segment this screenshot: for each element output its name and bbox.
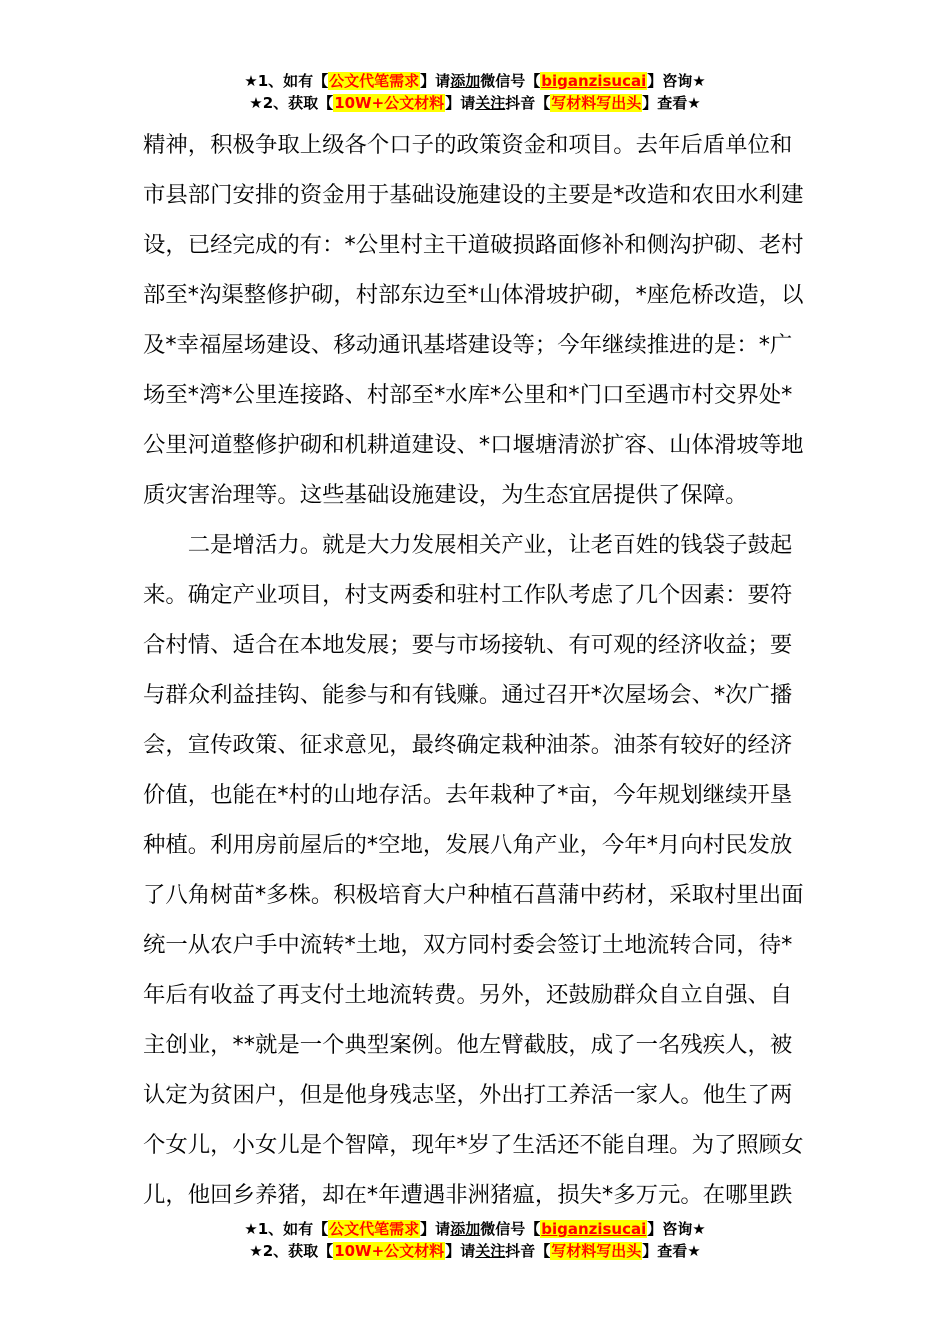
text-line: 了八角树苗*多株。积极培育大户种植石菖蒲中药材，采取村里出面 <box>143 882 804 908</box>
text-line: 年后有收益了再支付土地流转费。另外，还鼓励群众自立自强、自 <box>143 982 793 1008</box>
banner-text: 】请 <box>445 1242 476 1260</box>
document-body <box>143 120 813 1220</box>
banner-text: 】查看★ <box>642 94 701 112</box>
footer-banner <box>0 1218 950 1262</box>
header-banner <box>0 70 950 114</box>
douyin-account: 写材料写出头 <box>551 1242 642 1260</box>
banner-text: 】请 <box>420 1220 451 1238</box>
banner-text: ★1、如有【 <box>244 72 329 90</box>
text-line: 会，宣传政策、征求意见，最终确定栽种油茶。油茶有较好的经济 <box>143 732 793 758</box>
text-line: 场至*湾*公里连接路、村部至*水库*公里和*门口至遇市村交界处* <box>143 382 793 408</box>
highlight-service: 公文代笔需求 <box>329 72 420 90</box>
highlight-materials: 10W+公文材料 <box>334 1242 445 1260</box>
banner-text: 微信号【 <box>480 1220 541 1238</box>
highlight-materials: 10W+公文材料 <box>334 94 445 112</box>
text-line: 儿，他回乡养猪，却在*年遭遇非洲猪瘟，损失*多万元。在哪里跌 <box>143 1182 793 1208</box>
text-line: 来。确定产业项目，村支两委和驻村工作队考虑了几个因素：要符 <box>143 582 793 608</box>
text-line: 公里河道整修护砌和机耕道建设、*口堰塘清淤扩容、山体滑坡等地 <box>143 432 804 458</box>
banner-line-1 <box>0 70 950 92</box>
banner-text: 】请 <box>420 72 451 90</box>
text-line: 统一从农户手中流转*土地，双方同村委会签订土地流转合同，待* <box>143 932 793 958</box>
banner-text: ★1、如有【 <box>244 1220 329 1238</box>
text-line: 及*幸福屋场建设、移动通讯基塔建设等；今年继续推进的是：*广 <box>143 332 793 358</box>
banner-emphasis: 添加 <box>450 72 481 90</box>
text-line: 质灾害治理等。这些基础设施建设，为生态宜居提供了保障。 <box>143 482 748 508</box>
text-line: 与群众利益挂钩、能参与和有钱赚。通过召开*次屋场会、*次广播 <box>143 682 793 708</box>
banner-emphasis: 关注 <box>475 94 506 112</box>
text-line: 设，已经完成的有：*公里村主干道破损路面修补和侧沟护砌、老村 <box>143 232 804 258</box>
text-line: 精神，积极争取上级各个口子的政策资金和项目。去年后盾单位和 <box>143 132 793 158</box>
banner-emphasis: 关注 <box>475 1242 506 1260</box>
banner-line-1 <box>0 1218 950 1240</box>
text-line: 主创业，**就是一个典型案例。他左臂截肢，成了一名残疾人，被 <box>143 1032 793 1058</box>
banner-text: ★2、获取【 <box>249 94 334 112</box>
text-line: 种植。利用房前屋后的*空地，发展八角产业，今年*月向村民发放 <box>143 832 793 858</box>
text-line: 部至*沟渠整修护砌，村部东边至*山体滑坡护砌，*座危桥改造，以 <box>143 282 804 308</box>
wechat-id-link[interactable]: biganzisucai <box>541 72 647 90</box>
text-line: 价值，也能在*村的山地存活。去年栽种了*亩，今年规划继续开垦 <box>143 782 793 808</box>
banner-text: 】咨询★ <box>647 1220 706 1238</box>
text-line: 合村情、适合在本地发展；要与市场接轨、有可观的经济收益；要 <box>143 632 793 658</box>
banner-text: 抖音【 <box>505 94 551 112</box>
banner-emphasis: 添加 <box>450 1220 481 1238</box>
text-line: 市县部门安排的资金用于基础设施建设的主要是*改造和农田水利建 <box>143 182 804 208</box>
text-line: 个女儿，小女儿是个智障，现年*岁了生活还不能自理。为了照顾女 <box>143 1132 804 1158</box>
banner-text: 】请 <box>445 94 476 112</box>
banner-text: ★2、获取【 <box>249 1242 334 1260</box>
douyin-account: 写材料写出头 <box>551 94 642 112</box>
banner-line-2 <box>0 1240 950 1262</box>
banner-text: 】查看★ <box>642 1242 701 1260</box>
text-line: 认定为贫困户，但是他身残志坚，外出打工养活一家人。他生了两 <box>143 1082 793 1108</box>
wechat-id-link[interactable]: biganzisucai <box>541 1220 647 1238</box>
banner-text: 微信号【 <box>480 72 541 90</box>
banner-line-2 <box>0 92 950 114</box>
banner-text: 】咨询★ <box>647 72 706 90</box>
banner-text: 抖音【 <box>505 1242 551 1260</box>
highlight-service: 公文代笔需求 <box>329 1220 420 1238</box>
text-line: 二是增活力。就是大力发展相关产业，让老百姓的钱袋子鼓起 <box>143 532 793 558</box>
